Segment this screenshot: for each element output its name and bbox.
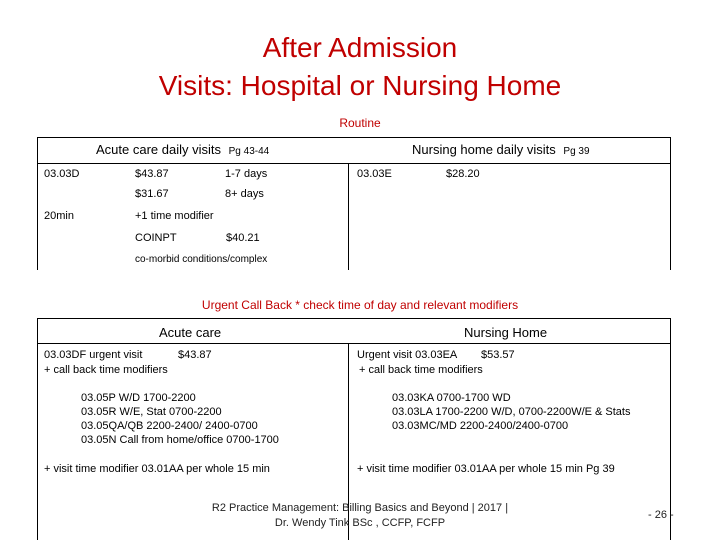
footer-line2: Dr. Wendy Tink BSc , CCFP, FCFP bbox=[274, 517, 446, 529]
acute-modifier-item: 03.05N Call from home/office 0700-1700 bbox=[81, 434, 279, 446]
page-number: - 26 - bbox=[648, 509, 674, 521]
routine-label: Routine bbox=[339, 116, 381, 130]
nursing-visit-time-modifier: + visit time modifier 03.01AA per whole 15 min Pg 39 bbox=[357, 463, 615, 475]
slide-title-line1: After Admission bbox=[262, 32, 458, 63]
slide-title-line2: Visits: Hospital or Nursing Home bbox=[158, 70, 562, 101]
acute-fee-2: $31.67 bbox=[135, 188, 169, 200]
nursing-modifier-item: 03.03MC/MD 2200-2400/2400-0700 bbox=[392, 420, 569, 432]
acute-urgent-visit: 03.03DF urgent visit bbox=[44, 349, 143, 361]
acute-days-1: 1-7 days bbox=[225, 168, 268, 180]
nursing-daily-visits-header: Nursing home daily visits Pg 39 bbox=[412, 142, 590, 157]
nursing-modifier-item: 03.03LA 1700-2200 W/D, 0700-2200W/E & Stats bbox=[392, 406, 631, 418]
acute-time-modifier: +1 time modifier bbox=[135, 210, 214, 222]
footer-line1: R2 Practice Management: Billing Basics and Beyond | 2017 | bbox=[211, 502, 509, 514]
acute-modifier-item: 03.05QA/QB 2200-2400/ 2400-0700 bbox=[81, 420, 258, 432]
nursing-urgent-fee: $53.57 bbox=[481, 349, 515, 361]
acute-time-label: 20min bbox=[44, 210, 74, 222]
acute-modifier-item: 03.05P W/D 1700-2200 bbox=[81, 392, 196, 404]
nursing-modifier-item: 03.03KA 0700-1700 WD bbox=[392, 392, 511, 404]
acute-pages: Pg 43-44 bbox=[228, 146, 270, 157]
acute-daily-visits-header: Acute care daily visits Pg 43-44 bbox=[96, 142, 270, 157]
nursing-callback-note: + call back time modifiers bbox=[359, 364, 483, 376]
coinpt-fee: $40.21 bbox=[226, 232, 260, 244]
acute-fee-1: $43.87 bbox=[135, 168, 169, 180]
acute-visit-time-modifier: + visit time modifier 03.01AA per whole 15 min bbox=[44, 463, 270, 475]
nursing-pages: Pg 39 bbox=[563, 146, 590, 157]
acute-code: 03.03D bbox=[44, 168, 80, 180]
urgent-nursing-header: Nursing Home bbox=[464, 325, 548, 340]
nursing-urgent-visit: Urgent visit 03.03EA bbox=[357, 349, 458, 361]
acute-callback-note: + call back time modifiers bbox=[44, 364, 168, 376]
urgent-acute-header: Acute care bbox=[159, 325, 222, 340]
coinpt-label: COINPT bbox=[135, 232, 177, 244]
nursing-code: 03.03E bbox=[357, 168, 392, 180]
nursing-fee: $28.20 bbox=[446, 168, 480, 180]
comorbid-note: co-morbid conditions/complex bbox=[135, 254, 268, 265]
acute-days-2: 8+ days bbox=[225, 188, 264, 200]
acute-modifier-item: 03.05R W/E, Stat 0700-2200 bbox=[81, 406, 222, 418]
footer-text bbox=[200, 501, 520, 531]
urgent-title: Urgent Call Back * check time of day and relevant modifiers bbox=[201, 298, 519, 312]
acute-urgent-fee: $43.87 bbox=[178, 349, 212, 361]
